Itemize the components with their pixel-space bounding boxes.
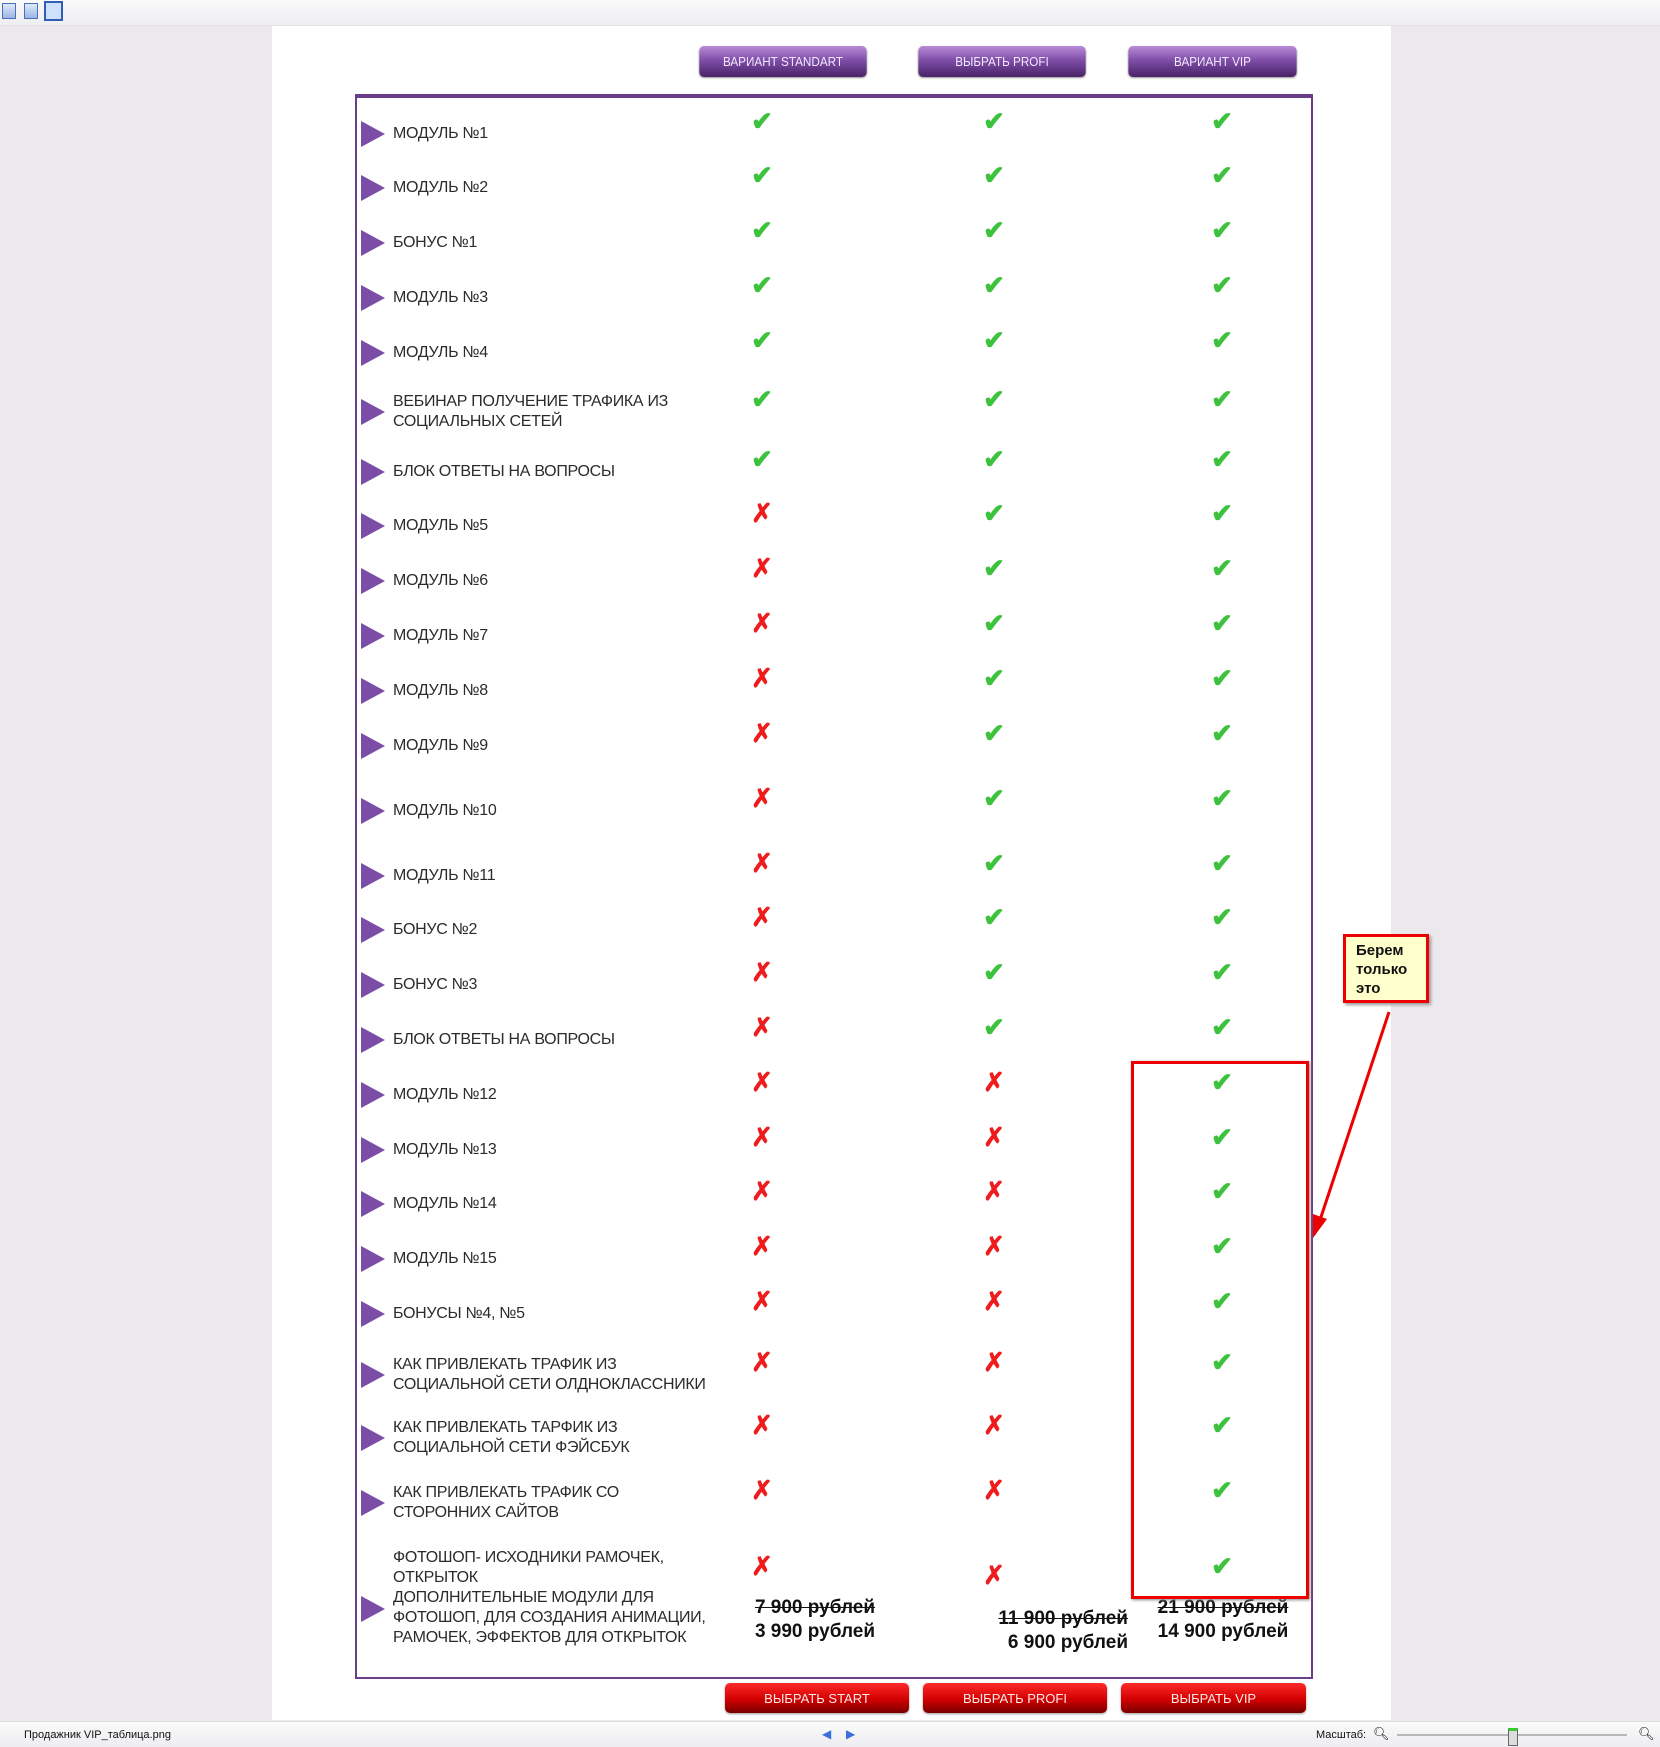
check-icon: ✔ [1211,553,1233,583]
check-icon: ✔ [983,444,1005,474]
check-icon: ✔ [1211,1122,1233,1152]
row-label: БЛОК ОТВЕТЫ НА ВОПРОСЫ [393,1031,615,1048]
check-icon: ✔ [1211,663,1233,693]
status-bar [0,1721,1660,1747]
row-label: МОДУЛЬ №6 [393,572,488,589]
row-label: МОДУЛЬ №12 [393,1086,497,1103]
check-icon: ✔ [1211,608,1233,638]
cross-icon: ✗ [751,718,773,748]
row-label: БОНУС №2 [393,921,478,938]
cross-icon: ✗ [751,1122,773,1152]
check-icon: ✔ [983,1012,1005,1042]
row-label: МОДУЛЬ №8 [393,682,488,699]
cross-icon: ✗ [983,1286,1005,1316]
row-label: МОДУЛЬ №3 [393,289,488,306]
cross-icon: ✗ [751,902,773,932]
cross-icon: ✗ [983,1475,1005,1505]
check-icon: ✔ [1211,957,1233,987]
old-price: 21 900 рублей [1157,1597,1289,1618]
check-icon: ✔ [1211,444,1233,474]
check-icon: ✔ [983,553,1005,583]
row-label: ФОТОШОП- ИСХОДНИКИ РАМОЧЕК, ОТКРЫТОК ДОПОЛНИТЕЛЬНЫЕ МОДУЛИ ДЛЯ ФОТОШОП, ДЛЯ СОЗДАНИЯ АНИМАЦИИ, РАМОЧЕК, ЭФФЕКТОВ ДЛЯ ОТКРЫТОК [393,1549,706,1646]
cross-icon: ✗ [751,553,773,583]
variant-vip-button[interactable]: ВАРИАНТ VIP [1128,46,1296,77]
row-label: БЛОК ОТВЕТЫ НА ВОПРОСЫ [393,463,615,480]
check-icon: ✔ [1211,1475,1233,1505]
cross-icon: ✗ [983,1176,1005,1206]
check-icon: ✔ [983,902,1005,932]
check-icon: ✔ [1211,325,1233,355]
cross-icon: ✗ [751,1347,773,1377]
cross-icon: ✗ [751,957,773,987]
cross-icon: ✗ [751,498,773,528]
check-icon: ✔ [983,384,1005,414]
choose-profi-button-top[interactable]: ВЫБРАТЬ PROFI [918,46,1085,77]
new-price: 3 990 рублей [754,1621,876,1642]
cross-icon: ✗ [751,1286,773,1316]
check-icon: ✔ [1211,1067,1233,1097]
cross-icon: ✗ [751,1410,773,1440]
choose-profi-button[interactable]: ВЫБРАТЬ PROFI [923,1683,1107,1713]
old-price: 11 900 рублей [998,1608,1128,1629]
check-icon: ✔ [1211,1286,1233,1316]
next-image-icon[interactable]: ▶ [846,1727,856,1741]
check-icon: ✔ [983,106,1005,136]
row-label: МОДУЛЬ №10 [393,802,497,819]
row-label: КАК ПРИВЛЕКАТЬ ТРАФИК ИЗ СОЦИАЛЬНОЙ СЕТИ ОЛДНОКЛАССНИКИ [393,1356,706,1393]
check-icon: ✔ [1211,498,1233,528]
check-icon: ✔ [983,663,1005,693]
check-icon: ✔ [983,215,1005,245]
cross-icon: ✗ [751,1176,773,1206]
row-label: ВЕБИНАР ПОЛУЧЕНИЕ ТРАФИКА ИЗ СОЦИАЛЬНЫХ СЕТЕЙ [393,393,669,430]
check-icon: ✔ [983,498,1005,528]
check-icon: ✔ [751,384,773,414]
check-icon: ✔ [983,270,1005,300]
row-label: МОДУЛЬ №14 [393,1195,497,1212]
row-label: МОДУЛЬ №9 [393,737,488,754]
check-icon: ✔ [1211,1176,1233,1206]
row-label: МОДУЛЬ №13 [393,1141,497,1158]
choose-start-button[interactable]: ВЫБРАТЬ START [725,1683,909,1713]
row-label: МОДУЛЬ №15 [393,1250,497,1267]
check-icon: ✔ [1211,1012,1233,1042]
check-icon: ✔ [1211,902,1233,932]
callout-note: Берем только это [1343,934,1429,1003]
cross-icon: ✗ [751,663,773,693]
check-icon: ✔ [983,957,1005,987]
old-price: 7 900 рублей [754,1597,876,1618]
cross-icon: ✗ [751,1067,773,1097]
file-name: Продажник VIP_таблица.png [24,1729,171,1741]
row-label: КАК ПРИВЛЕКАТЬ ТРАФИК СО СТОРОННИХ САЙТОВ [393,1484,619,1521]
row-label: БОНУС №3 [393,976,478,993]
zoom-label: Масштаб: [1316,1729,1367,1741]
new-price: 14 900 рублей [1157,1621,1289,1642]
variant-standart-button[interactable]: ВАРИАНТ STANDART [699,46,866,77]
check-icon: ✔ [983,608,1005,638]
choose-vip-button[interactable]: ВЫБРАТЬ VIP [1121,1683,1306,1713]
row-label: МОДУЛЬ №1 [393,125,488,142]
cross-icon: ✗ [983,1560,1005,1590]
check-icon: ✔ [983,325,1005,355]
cross-icon: ✗ [751,1475,773,1505]
cross-icon: ✗ [751,848,773,878]
cross-icon: ✗ [983,1410,1005,1440]
zoom-slider[interactable] [1397,1734,1627,1736]
check-icon: ✔ [751,106,773,136]
row-label: БОНУС №1 [393,234,478,251]
check-icon: ✔ [751,325,773,355]
cross-icon: ✗ [983,1347,1005,1377]
row-label: МОДУЛЬ №5 [393,517,488,534]
cross-icon: ✗ [751,1012,773,1042]
row-label: МОДУЛЬ №4 [393,344,488,361]
check-icon: ✔ [751,444,773,474]
check-icon: ✔ [1211,270,1233,300]
check-icon: ✔ [1211,1231,1233,1261]
row-label: МОДУЛЬ №7 [393,627,488,644]
previous-image-icon[interactable]: ◀ [822,1727,832,1741]
cross-icon: ✗ [983,1231,1005,1261]
row-label: КАК ПРИВЛЕКАТЬ ТАРФИК ИЗ СОЦИАЛЬНОЙ СЕТИ ФЭЙСБУК [393,1419,630,1456]
cross-icon: ✗ [751,1551,773,1581]
check-icon: ✔ [751,270,773,300]
check-icon: ✔ [983,718,1005,748]
check-icon: ✔ [1211,106,1233,136]
cross-icon: ✗ [983,1067,1005,1097]
zoom-out-icon[interactable]: 🔍︎ [1373,1726,1390,1741]
cross-icon: ✗ [751,783,773,813]
check-icon: ✔ [983,160,1005,190]
check-icon: ✔ [1211,215,1233,245]
zoom-slider-thumb[interactable] [1508,1728,1518,1746]
check-icon: ✔ [1211,718,1233,748]
check-icon: ✔ [1211,1551,1233,1581]
cross-icon: ✗ [983,1122,1005,1152]
check-icon: ✔ [1211,848,1233,878]
check-icon: ✔ [1211,1347,1233,1377]
check-icon: ✔ [1211,384,1233,414]
check-icon: ✔ [983,783,1005,813]
check-icon: ✔ [983,848,1005,878]
row-label: БОНУСЫ №4, №5 [393,1305,525,1322]
cross-icon: ✗ [751,608,773,638]
new-price: 6 900 рублей [1007,1632,1128,1653]
row-label: МОДУЛЬ №2 [393,179,488,196]
check-icon: ✔ [751,160,773,190]
check-icon: ✔ [751,215,773,245]
row-label: МОДУЛЬ №11 [393,867,496,884]
zoom-in-icon[interactable]: 🔍︎ [1638,1726,1655,1741]
check-icon: ✔ [1211,1410,1233,1440]
cross-icon: ✗ [751,1231,773,1261]
check-icon: ✔ [1211,160,1233,190]
check-icon: ✔ [1211,783,1233,813]
